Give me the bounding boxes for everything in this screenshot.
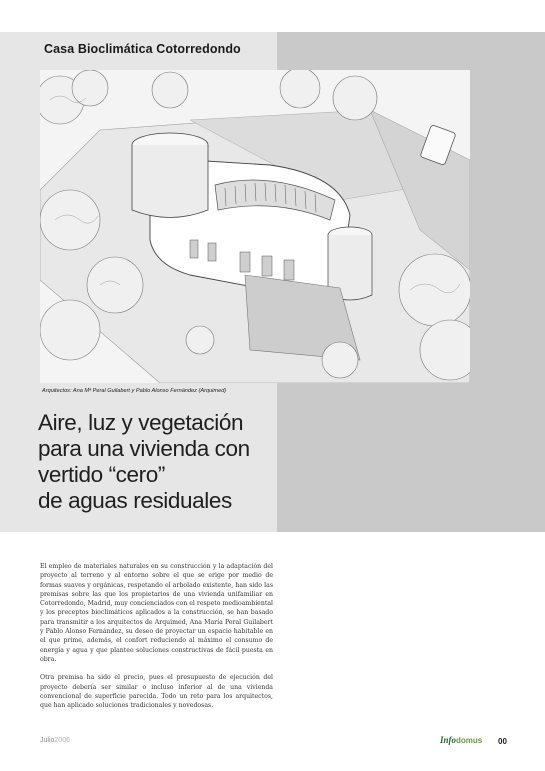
brand-part-b: domus [456,736,483,745]
section-title: Casa Bioclimática Cotorredondo [44,42,241,56]
headline-line: Aire, luz y vegetación [38,410,244,435]
issue-month: Julio [40,737,55,744]
body-paragraph: Otra premisa ha sido el precio, pues el presupuesto de ejecución del proyecto debería ser similar o incluso inferior al de una vivienda convencional de superficie parecida. Todo un reto para los arquitectos, que han aplicado soluciones tradicionales y novedosas. [40,674,273,710]
page-number: 00 [498,737,507,746]
headline-line: vertido “cero” [38,462,165,487]
brand-logo [440,735,482,745]
headline-line: para una vivienda con [38,436,250,461]
brand-part-a: Info [440,735,457,745]
architectural-rendering-image [40,70,470,383]
issue-date [40,737,70,744]
headline-line: de aguas residuales [38,488,232,513]
article-body [40,562,273,719]
body-paragraph: El empleo de materiales naturales en su construcción y la adaptación del proyecto al terreno y al entorno sobre el que se erige por medio de formas suaves y orgánicas, respetando el arbolado existente, han sido las premisas sobre las que los propietarios de una vivienda unifamiliar en Cotorredondo, Madrid, muy concienciados con el respeto medioambiental y los preceptos bioclimáticos aplicados a la construcción, se han basado para transmitir a los arquitectos de Arquimed, Ana María Peral Guilabert y Pablo Alonso Fernández, su deseo de proyectar un espacio habitable en el que prime, además, el confort reduciendo al máximo el consumo de energía y agua y que plantee soluciones constructivas de fácil puesta en obra. [40,563,273,663]
image-caption: Arquitectos: Ana Mª Peral Guilabert y Pablo Alonso Fernández (Arquimed) [42,388,227,394]
article-headline [38,410,288,514]
issue-year: 2006 [54,737,70,744]
